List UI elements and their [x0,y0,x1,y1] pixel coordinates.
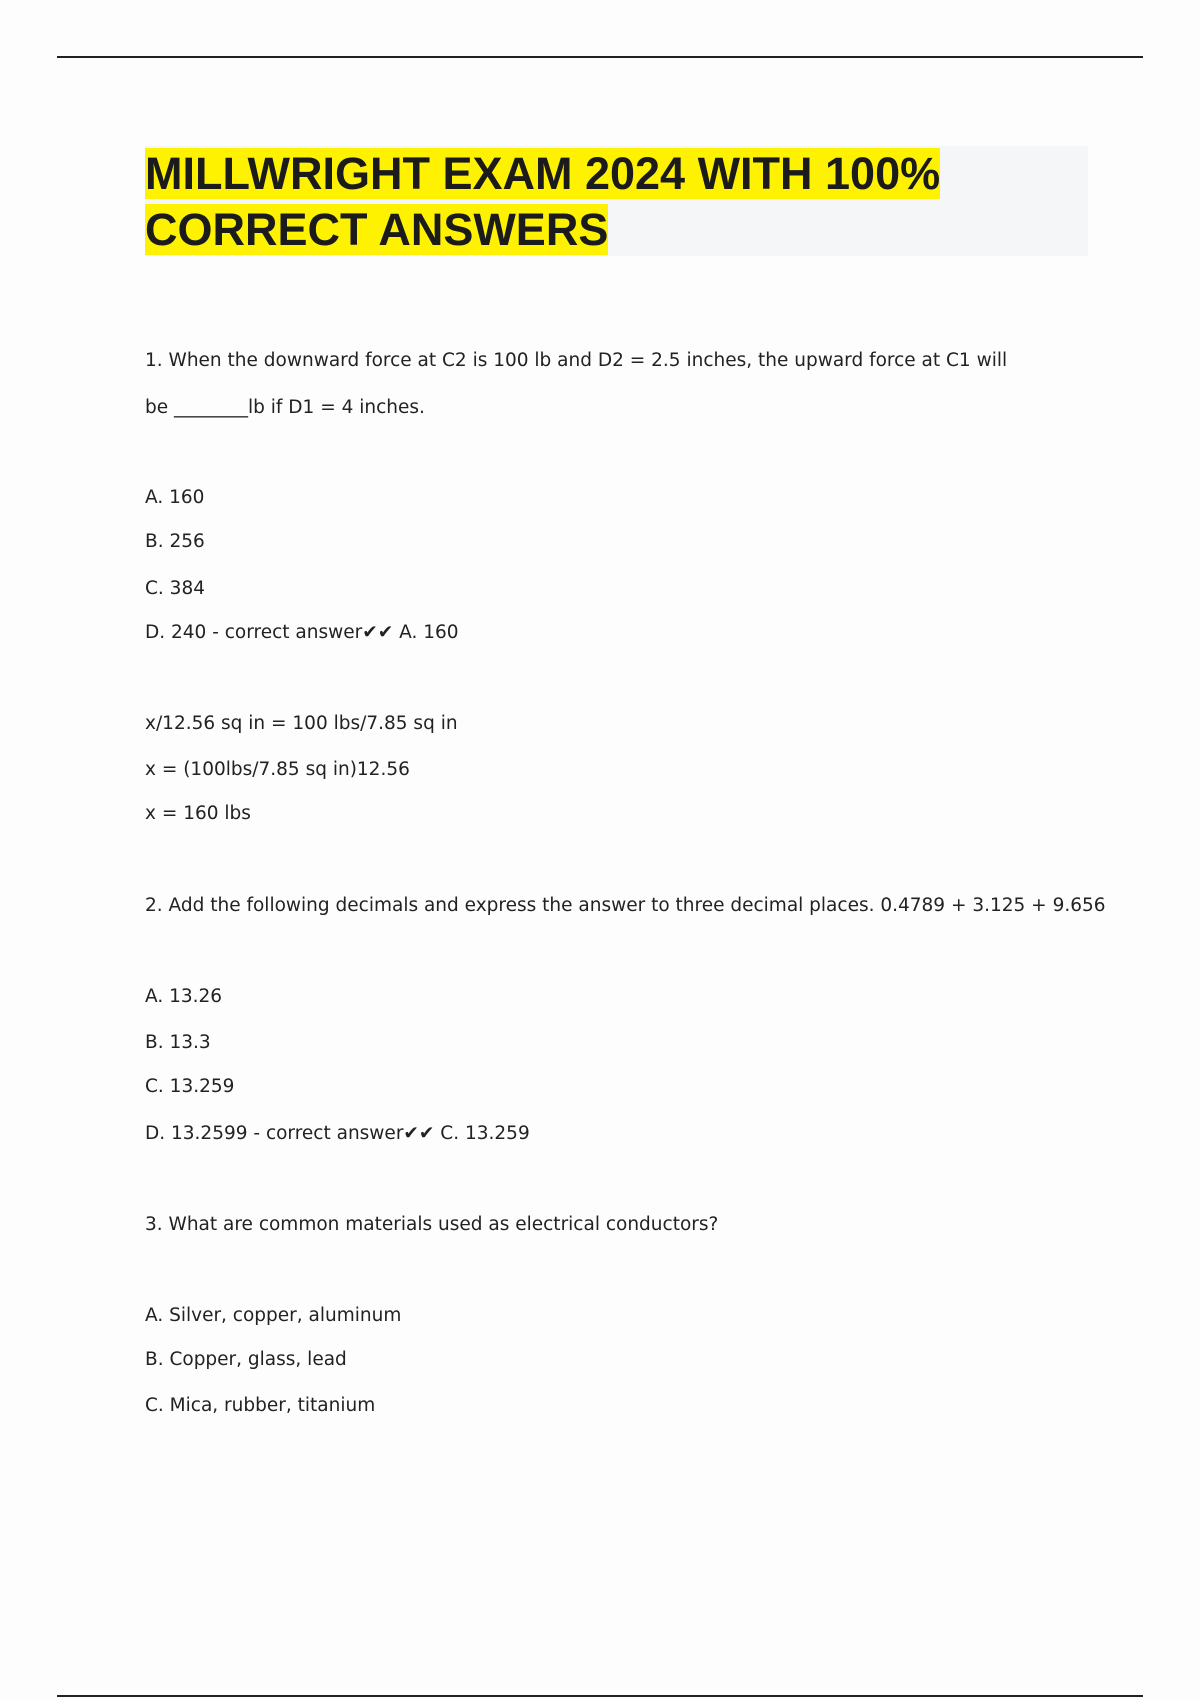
title-line-2: CORRECT ANSWERS [145,204,609,255]
question-2-stem: 2. Add the following decimals and express the answer to three decimal places. 0.4789 + 3.125 + 9.656 [145,895,1106,916]
title-line-1: MILLWRIGHT EXAM 2024 WITH 100% [145,148,941,199]
question-1-option-a: A. 160 [145,487,205,508]
question-2-option-c: C. 13.259 [145,1076,235,1097]
question-3-stem: 3. What are common materials used as electrical conductors? [145,1214,719,1235]
question-3-option-b: B. Copper, glass, lead [145,1349,347,1370]
title-block [145,146,1088,256]
question-2-option-b: B. 13.3 [145,1032,211,1053]
question-1-work-line-3: x = 160 lbs [145,803,251,824]
question-1-option-c: C. 384 [145,578,205,599]
question-1-option-b: B. 256 [145,531,205,552]
question-1-stem-line-2: be ________lb if D1 = 4 inches. [145,397,425,418]
question-3-option-a: A. Silver, copper, aluminum [145,1305,402,1326]
question-2-option-a: A. 13.26 [145,986,223,1007]
question-1-option-d-answer: D. 240 - correct answer✔✔ A. 160 [145,622,459,643]
question-3-option-c: C. Mica, rubber, titanium [145,1395,376,1416]
question-1-work-line-2: x = (100lbs/7.85 sq in)12.56 [145,759,410,780]
document-title [145,146,1088,258]
top-divider [57,56,1143,58]
question-2-option-d-answer: D. 13.2599 - correct answer✔✔ C. 13.259 [145,1123,530,1144]
question-1-work-line-1: x/12.56 sq in = 100 lbs/7.85 sq in [145,713,458,734]
bottom-divider [57,1695,1143,1697]
question-1-stem-line-1: 1. When the downward force at C2 is 100 lb and D2 = 2.5 inches, the upward force at C1 will [145,350,1008,371]
